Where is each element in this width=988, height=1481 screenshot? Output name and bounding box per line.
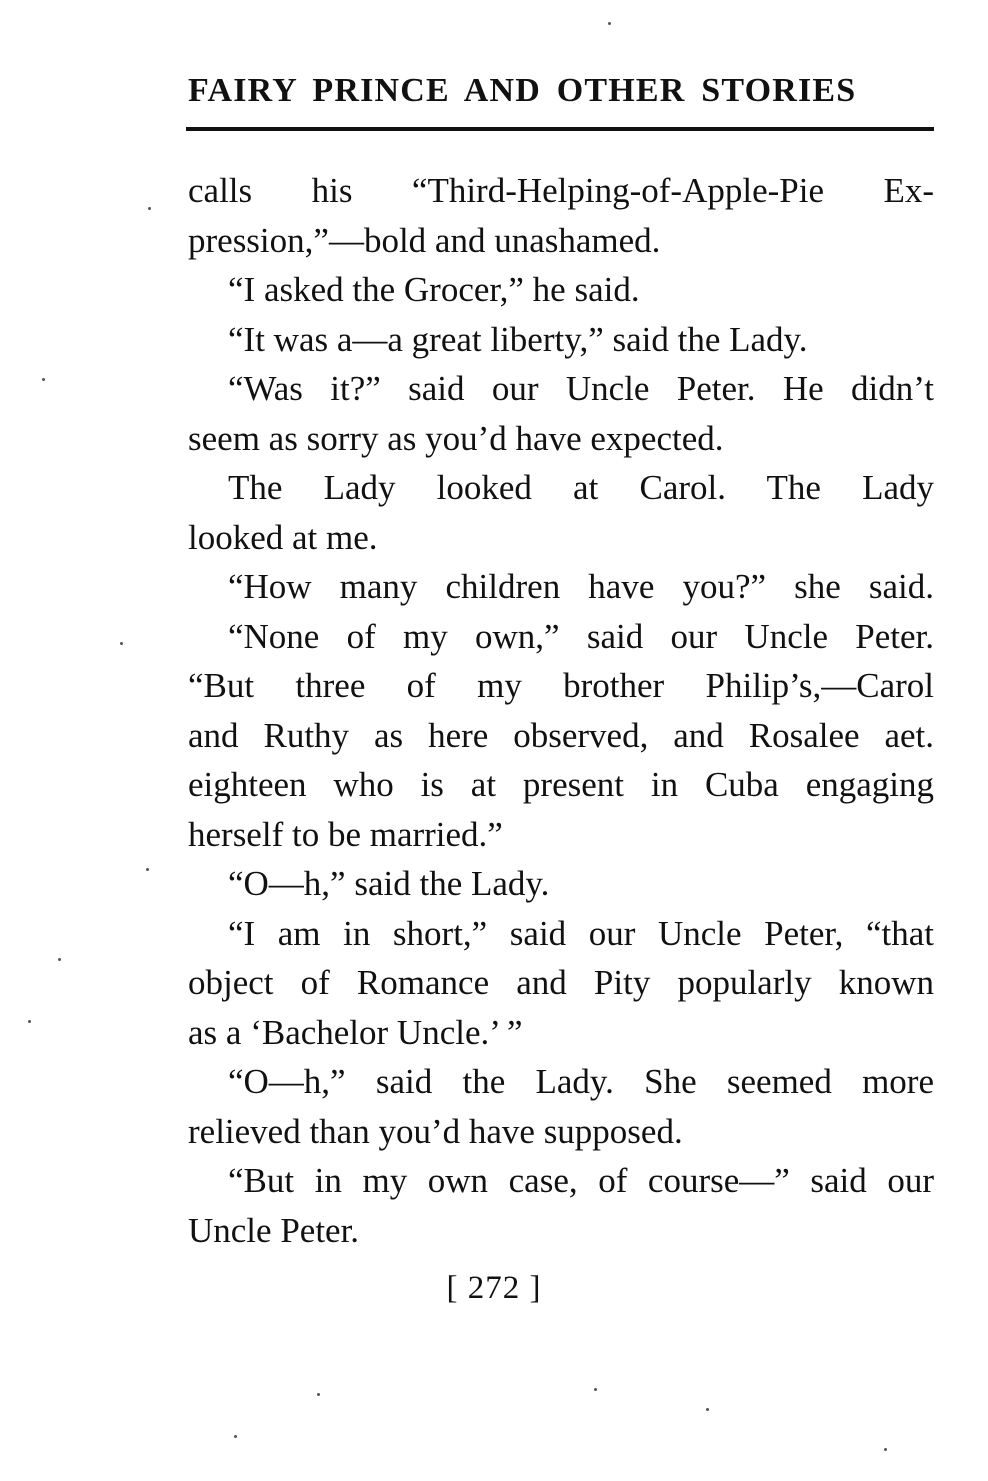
text-line: Uncle Peter.: [188, 1210, 360, 1250]
scan-speck: [146, 868, 149, 871]
scan-speck: [42, 378, 45, 381]
text-line: “How many children have you?” she said.: [228, 567, 934, 606]
scan-speck: [58, 958, 61, 961]
text-line: “O—h,” said the Lady.: [228, 864, 550, 903]
text-line: “Was it?” said our Uncle Peter. He didn’t: [228, 369, 934, 408]
scan-speck: [234, 1435, 237, 1438]
text-line: “None of my own,” said our Uncle Peter.: [228, 616, 934, 656]
scan-speck: [594, 1388, 597, 1391]
text-line: looked at me.: [188, 517, 378, 557]
page-number: [ 272 ]: [446, 1270, 542, 1306]
header-rule: [186, 127, 934, 131]
text-line: “It was a—a great liberty,” said the Lady.: [228, 319, 808, 359]
text-line: calls his “Third-Helping-of-Apple-Pie Ex-: [188, 171, 934, 210]
text-line: “But in my own case, of course—” said our: [228, 1161, 934, 1200]
text-line: “O—h,” said the Lady. She seemed more: [228, 1062, 934, 1101]
text-line: eighteen who is at present in Cuba engaging: [188, 765, 934, 804]
scan-speck: [148, 207, 151, 210]
scan-speck: [884, 1448, 887, 1451]
scan-speck: [120, 642, 123, 645]
body-text: [188, 166, 934, 1255]
scan-speck: [706, 1408, 709, 1411]
text-line: pression,”—bold and unashamed.: [188, 220, 661, 260]
text-line: as a ‘Bachelor Uncle.’ ”: [188, 1012, 523, 1052]
text-line: relieved than you’d have supposed.: [188, 1111, 683, 1151]
scan-speck: [28, 1020, 31, 1023]
text-line: object of Romance and Pity popularly known: [188, 963, 934, 1002]
text-line: seem as sorry as you’d have expected.: [188, 418, 724, 458]
scan-speck: [317, 1393, 320, 1396]
text-line: “But three of my brother Philip’s,—Carol: [188, 666, 934, 705]
scan-speck: [608, 22, 611, 25]
text-line: “I am in short,” said our Uncle Peter, “that: [228, 913, 934, 953]
text-line: herself to be married.”: [188, 814, 503, 854]
running-head: FAIRY PRINCE AND OTHER STORIES: [188, 72, 857, 109]
text-line: “I asked the Grocer,” he said.: [228, 270, 640, 309]
text-line: and Ruthy as here observed, and Rosalee aet.: [188, 715, 934, 755]
text-line: The Lady looked at Carol. The Lady: [228, 468, 934, 507]
